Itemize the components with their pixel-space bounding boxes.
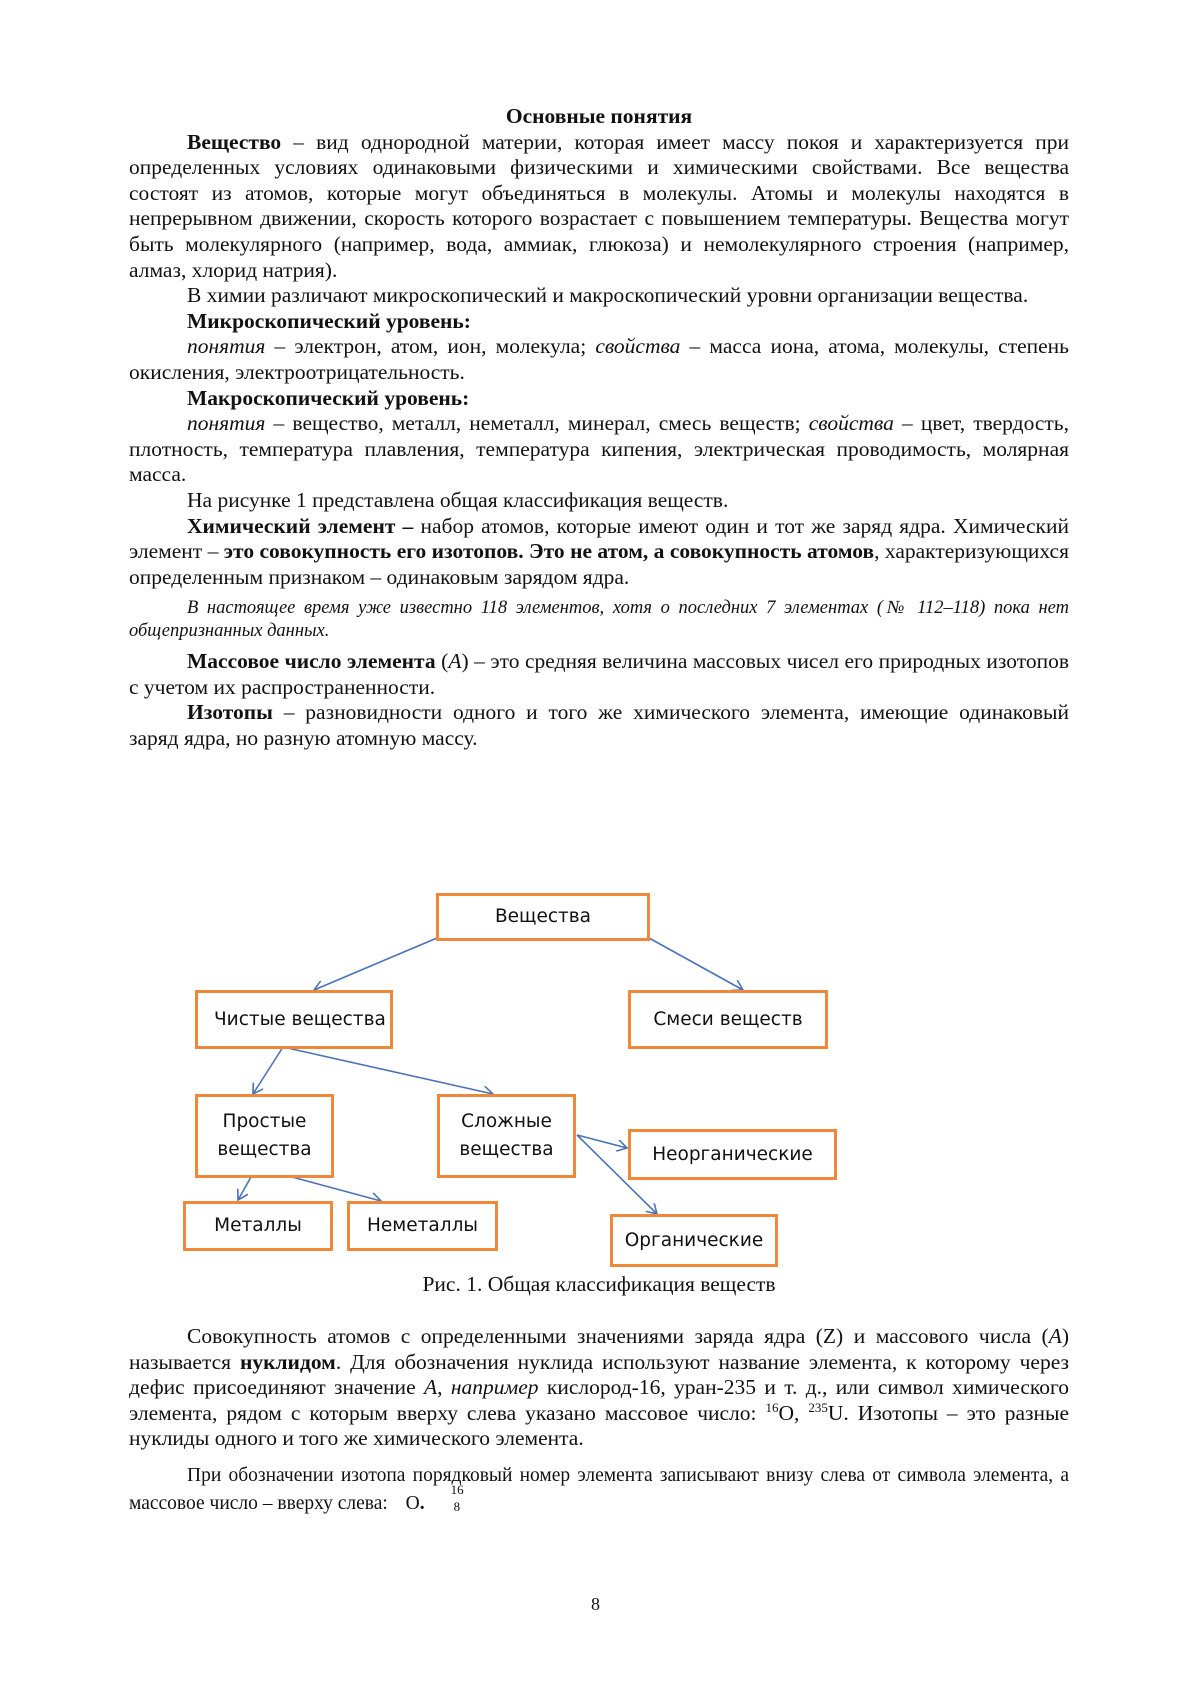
macro-level-text: понятия – вещество, металл, неметалл, минерал, смесь веществ; свойства – цвет, твердость, плотность, температура плавления, температура кипения, электрическая проводимость, молярная масса. (129, 411, 1069, 487)
box-complex-substances: Сложные вещества (437, 1094, 576, 1178)
figure-caption: Рис. 1. Общая классификация веществ (422, 1272, 776, 1296)
text-bottom (129, 1324, 1069, 1518)
arrow-root-to-mixtures (649, 938, 743, 990)
box-metals: Металлы (183, 1201, 333, 1251)
elements-note: В настоящее время уже известно 118 элементов, хотя о последних 7 элементах (№ 112–118) пока нет общепризнанных данных. (129, 598, 1069, 642)
box-substances: Вещества (436, 893, 650, 941)
levels-intro: В химии различают микроскопический и макроскопический уровни организации вещества. (187, 283, 1029, 308)
box-mixtures: Смеси веществ (628, 990, 828, 1049)
section-heading: Основные понятия (505, 104, 693, 128)
figure-reference: На рисунке 1 представлена общая классификация веществ. (187, 487, 729, 512)
arrow-pure-to-complex (283, 1047, 493, 1094)
nuclide-definition: Совокупность атомов с определенными значениями заряда ядра (Z) и массового числа (A) называется нуклидом. Для обозначения нуклида используют название элемента, к которому через дефис присоединяют значение A, например кислород-16, уран-235 и т. д., или символ химического элемента, рядом с которым вверху слева указано массовое число: $^{16}$O, $^{235}$U. Изотопы – это разные нуклиды одного и того же химического элемента. (129, 1324, 1070, 1451)
arrow-root-to-pure (314, 938, 437, 990)
macro-level-title: Макроскопический уровень: (187, 385, 470, 410)
isotope-notation: При обозначении изотопа порядковый номер элемента записывают внизу слева от символа элемента, а массовое число – вверху слева: 16 8 O. (129, 1464, 1069, 1514)
substance-term: Вещество (187, 129, 282, 154)
isotopes-definition: Изотопы – разновидности одного и того же химического элемента, имеющие одинаковый заряд ядра, но разную атомную массу. (129, 700, 1069, 751)
arrow-simple-to-metals (238, 1177, 251, 1200)
substance-definition: Вещество – вид однородной материи, которая имеет массу покоя и характеризуется при определенных условиях одинаковыми физическими и химическими свойствами. Все вещества состоят из атомов, которые могут объединяться в молекулы. Атомы и молекулы находятся в непрерывном движении, скорость которого возрастает с повышением температуры. Вещества могут быть молекулярного (например, вода, аммиак, глюкоза) и немолекулярного строения (например, алмаз, хлорид натрия). (129, 129, 1069, 282)
mass-number-definition: Массовое число элемента (A) – это средняя величина массовых чисел его природных изотопов с учетом их распространенности. (129, 649, 1069, 699)
box-simple-substances: Простые вещества (195, 1094, 334, 1178)
arrow-pure-to-simple (253, 1047, 283, 1094)
box-nonmetals: Неметаллы (347, 1201, 498, 1251)
box-organic: Органические (610, 1214, 778, 1267)
isotope-notation-symbol: 16 8 (450, 1481, 464, 1514)
micro-level-text: понятия – электрон, атом, ион, молекула; свойства – масса иона, атома, молекулы, степень окисления, электроотрицательность. (129, 334, 1069, 384)
chemical-element-definition: Химический элемент – набор атомов, которые имеют один и тот же заряд ядра. Химический элемент – это совокупность его изотопов. Это не атом, а совокупность атомов, характеризующихся определенным признаком – одинаковым зарядом ядра. (129, 513, 1069, 589)
micro-level-title: Микроскопический уровень: (187, 308, 471, 333)
arrow-simple-to-nonmetals (292, 1177, 381, 1201)
box-inorganic: Неорганические (628, 1129, 837, 1180)
page-number: 8 (591, 1594, 600, 1614)
box-pure-substances: Чистые вещества (195, 990, 393, 1049)
